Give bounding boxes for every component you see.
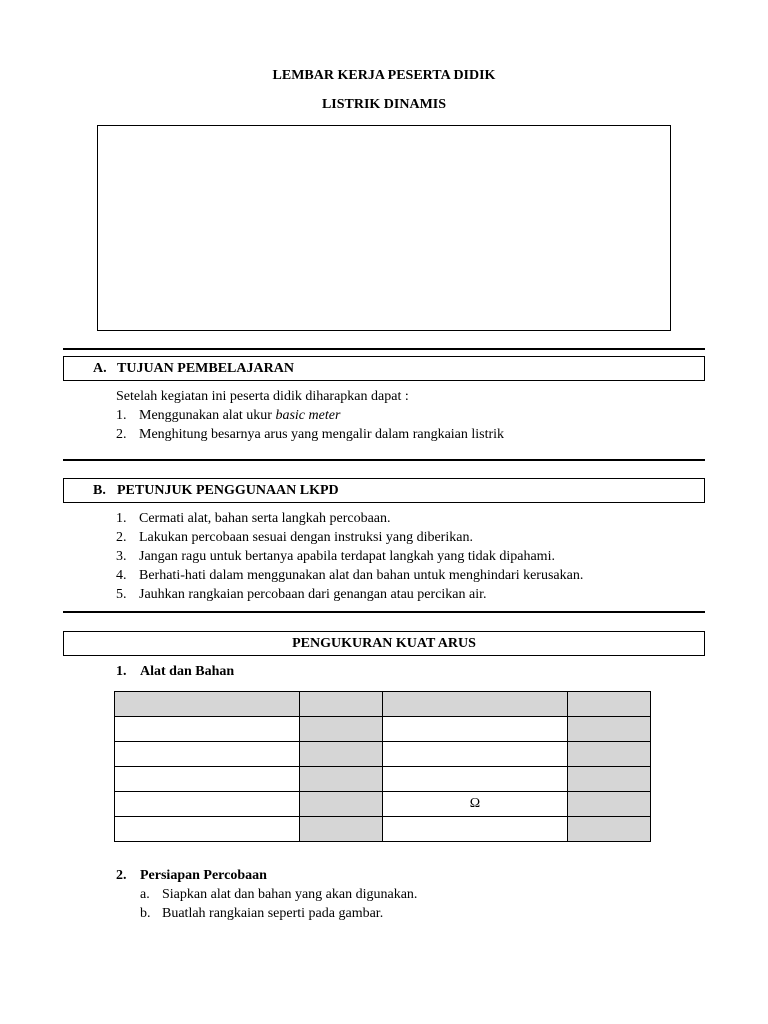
italic-term: basic meter (275, 408, 341, 423)
document-title: LEMBAR KERJA PESERTA DIDIK (272, 68, 496, 83)
table-row (115, 692, 651, 717)
table-cell (568, 792, 651, 817)
section-b-title: PETUNJUK PENGGUNAAN LKPD (117, 483, 339, 498)
divider-line (63, 611, 705, 613)
section-b-heading (63, 478, 705, 503)
table-cell (115, 817, 300, 842)
section-a-title: TUJUAN PEMBELAJARAN (117, 361, 294, 376)
section-c-heading: PENGUKURAN KUAT ARUS (63, 631, 705, 656)
document-subtitle: LISTRIK DINAMIS (321, 97, 447, 112)
section-b-letter: B. (93, 483, 106, 498)
section-a-intro: Setelah kegiatan ini peserta didik diharapkan dapat : (116, 389, 409, 404)
divider-line (63, 348, 705, 350)
table-cell (300, 717, 383, 742)
section-a-heading (63, 356, 705, 381)
table-cell (300, 742, 383, 767)
table-cell (383, 817, 568, 842)
table-cell (115, 742, 300, 767)
section-a-letter: A. (93, 361, 107, 376)
table-cell (568, 717, 651, 742)
table-row (115, 717, 651, 742)
table-cell (115, 767, 300, 792)
table-cell (568, 817, 651, 842)
image-frame (97, 125, 671, 331)
table-cell (300, 692, 383, 717)
table-row (115, 767, 651, 792)
table-cell (300, 817, 383, 842)
divider-line (63, 459, 705, 461)
table-cell (383, 767, 568, 792)
table-cell (568, 767, 651, 792)
table-cell (300, 767, 383, 792)
table-cell (300, 792, 383, 817)
table-cell (383, 692, 568, 717)
table-cell (115, 792, 300, 817)
table-cell (115, 717, 300, 742)
table-cell (115, 692, 300, 717)
table-cell (383, 717, 568, 742)
table-cell (568, 692, 651, 717)
table-cell (383, 742, 568, 767)
ohm-symbol-cell: Ω (383, 792, 568, 817)
materials-table (114, 691, 651, 842)
table-row (115, 792, 651, 817)
table-row (115, 817, 651, 842)
table-row (115, 742, 651, 767)
table-cell (568, 742, 651, 767)
